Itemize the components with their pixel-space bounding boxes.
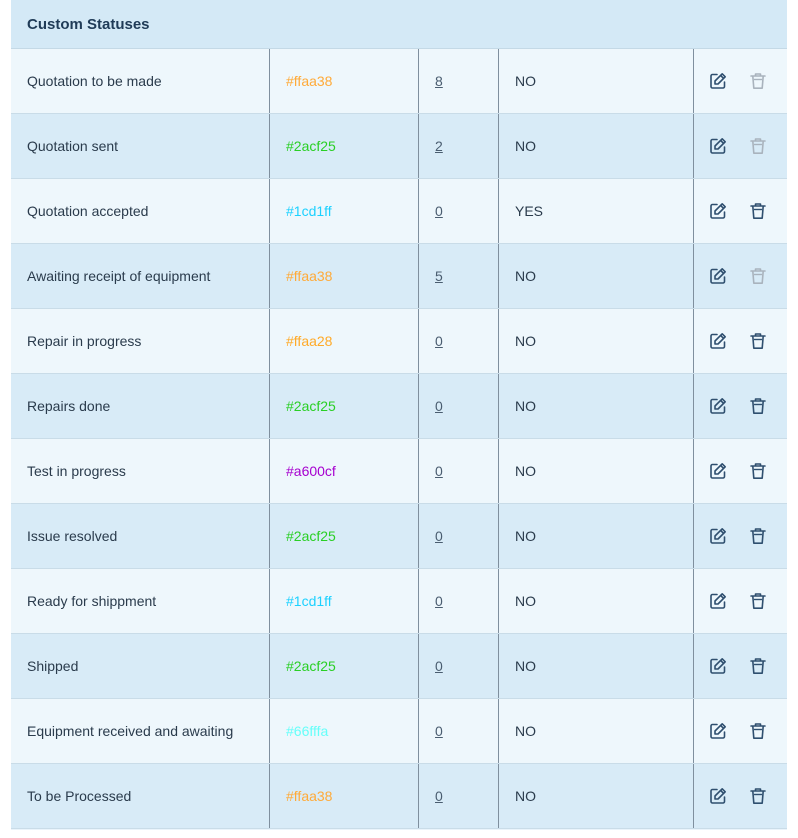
status-color-cell — [270, 569, 419, 633]
status-final-cell — [499, 49, 694, 113]
status-final-cell — [499, 244, 694, 308]
status-color-cell — [270, 309, 419, 373]
status-count-link[interactable]: 0 — [435, 398, 443, 414]
status-final-cell — [499, 114, 694, 178]
status-final-flag: NO — [515, 138, 536, 154]
status-color-cell — [270, 374, 419, 438]
row-actions — [694, 49, 787, 113]
status-count-cell — [419, 374, 499, 438]
status-final-cell — [499, 634, 694, 698]
status-color-cell — [270, 764, 419, 828]
table-row — [11, 114, 787, 179]
status-final-cell — [499, 504, 694, 568]
status-count-link[interactable]: 0 — [435, 203, 443, 219]
edit-icon[interactable] — [708, 396, 728, 416]
trash-icon[interactable] — [748, 721, 768, 741]
status-final-flag: NO — [515, 788, 536, 804]
status-color-code: #2acf25 — [286, 528, 336, 544]
status-count-link[interactable]: 0 — [435, 463, 443, 479]
status-name-cell — [11, 764, 270, 828]
trash-icon[interactable] — [748, 201, 768, 221]
trash-icon[interactable] — [748, 786, 768, 806]
status-name-cell — [11, 504, 270, 568]
panel-title: Custom Statuses — [27, 15, 150, 33]
status-count-cell — [419, 764, 499, 828]
status-color-cell — [270, 699, 419, 763]
row-actions — [694, 504, 787, 568]
edit-icon[interactable] — [708, 71, 728, 91]
table-row — [11, 309, 787, 374]
status-final-cell — [499, 439, 694, 503]
status-final-cell — [499, 309, 694, 373]
status-final-flag: NO — [515, 73, 536, 89]
status-count-cell — [419, 179, 499, 243]
status-color-cell — [270, 114, 419, 178]
status-name: Issue resolved — [27, 528, 118, 544]
status-count-link[interactable]: 0 — [435, 333, 443, 349]
trash-icon — [748, 136, 768, 156]
status-name: To be Processed — [27, 788, 132, 804]
status-color-cell — [270, 634, 419, 698]
status-color-code: #2acf25 — [286, 398, 336, 414]
table-row — [11, 49, 787, 114]
status-final-flag: NO — [515, 268, 536, 284]
status-name-cell — [11, 569, 270, 633]
edit-icon[interactable] — [708, 526, 728, 546]
panel-header — [11, 0, 787, 49]
status-name-cell — [11, 699, 270, 763]
status-final-cell — [499, 374, 694, 438]
edit-icon[interactable] — [708, 721, 728, 741]
status-color-code: #a600cf — [286, 463, 336, 479]
status-final-flag: NO — [515, 658, 536, 674]
status-count-cell — [419, 504, 499, 568]
row-actions — [694, 114, 787, 178]
status-final-cell — [499, 699, 694, 763]
status-final-flag: NO — [515, 723, 536, 739]
trash-icon[interactable] — [748, 331, 768, 351]
status-count-cell — [419, 309, 499, 373]
row-actions — [694, 374, 787, 438]
row-actions — [694, 569, 787, 633]
status-count-link[interactable]: 0 — [435, 723, 443, 739]
status-count-link[interactable]: 2 — [435, 138, 443, 154]
status-color-cell — [270, 244, 419, 308]
status-name: Test in progress — [27, 463, 126, 479]
status-color-code: #2acf25 — [286, 138, 336, 154]
table-row — [11, 504, 787, 569]
status-color-code: #2acf25 — [286, 658, 336, 674]
status-name-cell — [11, 374, 270, 438]
status-name: Shipped — [27, 658, 79, 674]
status-count-cell — [419, 114, 499, 178]
edit-icon[interactable] — [708, 656, 728, 676]
status-count-cell — [419, 439, 499, 503]
status-color-code: #ffaa38 — [286, 268, 333, 284]
status-count-cell — [419, 49, 499, 113]
row-actions — [694, 244, 787, 308]
status-final-cell — [499, 569, 694, 633]
status-count-cell — [419, 699, 499, 763]
status-name: Repairs done — [27, 398, 111, 414]
status-count-link[interactable]: 0 — [435, 528, 443, 544]
edit-icon[interactable] — [708, 786, 728, 806]
status-color-cell — [270, 49, 419, 113]
status-final-cell — [499, 179, 694, 243]
status-name: Equipment received and awaiting — [27, 723, 234, 739]
custom-statuses-panel — [11, 0, 787, 830]
trash-icon[interactable] — [748, 656, 768, 676]
status-color-code: #ffaa28 — [286, 333, 333, 349]
status-final-flag: NO — [515, 333, 536, 349]
trash-icon[interactable] — [748, 526, 768, 546]
status-name: Awaiting receipt of equipment — [27, 268, 211, 284]
row-actions — [694, 439, 787, 503]
status-name: Quotation to be made — [27, 73, 162, 89]
status-count-cell — [419, 569, 499, 633]
row-actions — [694, 309, 787, 373]
edit-icon[interactable] — [708, 136, 728, 156]
trash-icon — [748, 266, 768, 286]
trash-icon — [748, 71, 768, 91]
status-name-cell — [11, 114, 270, 178]
table-row — [11, 244, 787, 309]
status-color-cell — [270, 439, 419, 503]
status-color-cell — [270, 504, 419, 568]
edit-icon[interactable] — [708, 591, 728, 611]
trash-icon[interactable] — [748, 461, 768, 481]
status-name: Quotation sent — [27, 138, 119, 154]
table-row — [11, 374, 787, 439]
row-actions — [694, 699, 787, 763]
edit-icon[interactable] — [708, 201, 728, 221]
status-count-link[interactable]: 0 — [435, 658, 443, 674]
status-count-cell — [419, 244, 499, 308]
status-color-code: #66fffa — [286, 723, 329, 739]
status-count-link[interactable]: 5 — [435, 268, 443, 284]
trash-icon[interactable] — [748, 396, 768, 416]
status-final-flag: NO — [515, 463, 536, 479]
status-color-code: #1cd1ff — [286, 593, 332, 609]
status-name-cell — [11, 634, 270, 698]
table-row — [11, 699, 787, 764]
row-actions — [694, 764, 787, 828]
status-final-flag: NO — [515, 398, 536, 414]
status-count-link[interactable]: 8 — [435, 73, 443, 89]
status-final-flag: YES — [515, 203, 544, 219]
status-name-cell — [11, 309, 270, 373]
table-row — [11, 569, 787, 634]
status-final-cell — [499, 764, 694, 828]
status-name: Ready for shippment — [27, 593, 157, 609]
table-row — [11, 634, 787, 699]
row-actions — [694, 634, 787, 698]
status-count-cell — [419, 634, 499, 698]
status-count-link[interactable]: 0 — [435, 788, 443, 804]
status-final-flag: NO — [515, 528, 536, 544]
status-name-cell — [11, 439, 270, 503]
status-name-cell — [11, 179, 270, 243]
edit-icon[interactable] — [708, 266, 728, 286]
status-name-cell — [11, 244, 270, 308]
trash-icon[interactable] — [748, 591, 768, 611]
status-color-cell — [270, 179, 419, 243]
status-name-cell — [11, 49, 270, 113]
edit-icon[interactable] — [708, 331, 728, 351]
status-name: Quotation accepted — [27, 203, 149, 219]
table-row — [11, 179, 787, 244]
status-color-code: #ffaa38 — [286, 73, 333, 89]
status-name: Repair in progress — [27, 333, 142, 349]
status-final-flag: NO — [515, 593, 536, 609]
status-table — [11, 49, 787, 829]
edit-icon[interactable] — [708, 461, 728, 481]
row-actions — [694, 179, 787, 243]
status-count-link[interactable]: 0 — [435, 593, 443, 609]
status-color-code: #1cd1ff — [286, 203, 332, 219]
table-row — [11, 439, 787, 504]
table-row — [11, 764, 787, 829]
status-color-code: #ffaa38 — [286, 788, 333, 804]
